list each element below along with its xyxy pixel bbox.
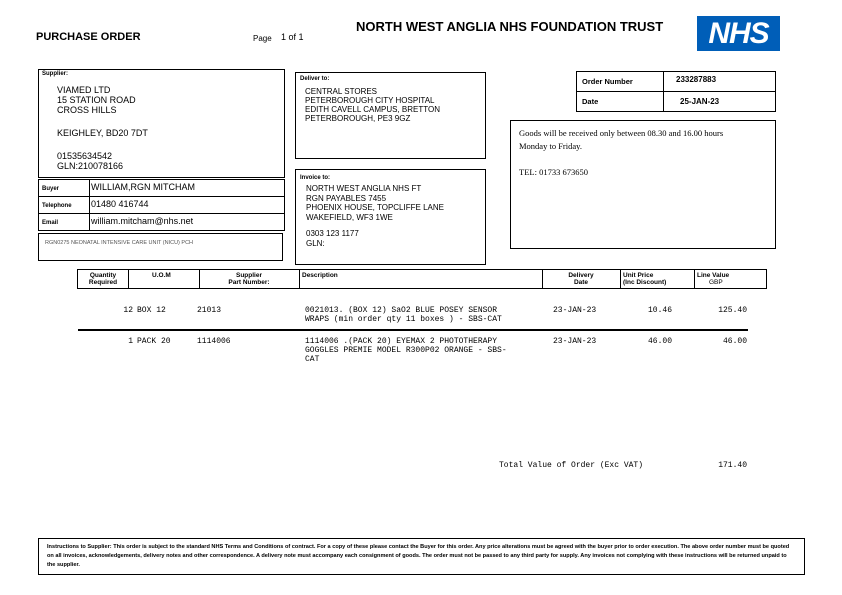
deliver-line: PETERBOROUGH, PE3 9GZ (305, 114, 411, 123)
supplier-line: KEIGHLEY, BD20 7DT (57, 128, 148, 138)
document-title: PURCHASE ORDER (36, 31, 141, 43)
supplier-line: 15 STATION ROAD (57, 95, 136, 105)
invoice-to-label: Invoice to: (300, 175, 331, 181)
order-number-label: Order Number (582, 77, 633, 86)
page-number: 1 of 1 (281, 32, 304, 42)
row-divider (78, 329, 748, 331)
email-label: Email (42, 220, 59, 226)
instructions-box (38, 538, 805, 575)
header-unit-price: Unit Price (Inc Discount) (623, 272, 667, 286)
supplier-label: Supplier: (42, 71, 69, 77)
invoice-line: RGN PAYABLES 7455 (306, 193, 387, 203)
row-delivery-date: 23-JAN-23 (553, 306, 597, 315)
delivery-notice-box (510, 120, 776, 249)
deliver-address (305, 87, 440, 123)
delivery-notice (519, 127, 723, 179)
invoice-line: PHOENIX HOUSE, TOPCLIFFE LANE (306, 203, 444, 212)
row-delivery-date: 23-JAN-23 (553, 337, 597, 346)
row-unit-price: 10.46 (647, 306, 672, 315)
deliver-line: CENTRAL STORES (305, 87, 378, 96)
header-uom: U.O.M (152, 272, 171, 279)
notice-days: Monday to Friday. (519, 141, 582, 151)
telephone-label: Telephone (42, 203, 72, 209)
row-description: 0021013. (BOX 12) SaO2 BLUE POSEY SENSOR WRAPS (min order qty 11 boxes ) - SBS-CAT (305, 306, 502, 324)
buyer-name: WILLIAM,RGN MITCHAM (91, 182, 196, 192)
row-quantity: 12 (123, 306, 133, 315)
row-unit-price: 46.00 (647, 337, 672, 346)
invoice-line: 0303 123 1177 (306, 229, 359, 238)
invoice-line: NORTH WEST ANGLIA NHS FT (306, 184, 422, 193)
row-uom: PACK 20 (137, 337, 171, 346)
supplier-box (38, 69, 285, 178)
total-label: Total Value of Order (Exc VAT) (499, 461, 644, 470)
header-delivery-date: Delivery Date (568, 272, 594, 286)
header-line-value: Line Value GBP (697, 272, 730, 286)
buyer-label: Buyer (42, 186, 60, 192)
invoice-line: GLN: (306, 238, 325, 248)
order-number: 233287883 (676, 75, 717, 84)
invoice-to-box (295, 169, 486, 265)
row-part-number: 1114006 (197, 337, 231, 346)
order-date: 25-JAN-23 (680, 97, 720, 106)
row-uom: BOX 12 (137, 306, 166, 315)
supplier-line: 01535634542 (57, 151, 113, 161)
row-line-value: 46.00 (722, 337, 747, 346)
total-value: 171.40 (718, 461, 747, 470)
order-info-table (576, 71, 776, 112)
supplier-line: VIAMED LTD (57, 85, 111, 95)
deliver-line: EDITH CAVELL CAMPUS, BRETTON (305, 105, 440, 114)
header-description: Description (302, 272, 338, 279)
items-table-header (77, 269, 767, 289)
supplier-address (57, 85, 148, 171)
supplier-instructions: Instructions to Supplier: This order is subject to the standard NHS Terms and Conditions of contract. For a copy of these please contact the Buyer for this order. Any price alterations must be agreed with the buyer prior to order execution. The above order number must be quoted on all invoices, acknowledgements, delivery notes and other correspondence. A delivery note must accompany each consignment of goods. The order must not be passed to any third party for supply. Any invoices not complying with these instructions will be returned unpaid to the supplier. (47, 544, 790, 568)
trust-name: NORTH WEST ANGLIA NHS FOUNDATION TRUST (356, 19, 664, 34)
invoice-line: WAKEFIELD, WF3 1WE (306, 212, 393, 222)
deliver-to-label: Deliver to: (300, 76, 330, 82)
buyer-telephone: 01480 416744 (91, 199, 149, 209)
notice-telephone: TEL: 01733 673650 (519, 167, 588, 177)
buyer-email[interactable]: william.mitcham@nhs.net (91, 216, 194, 226)
header-quantity: Quantity Required (88, 272, 118, 286)
notice-hours: Goods will be received only between 08.30 and 16.00 hours (519, 128, 724, 138)
supplier-line: GLN:210078166 (57, 161, 124, 171)
supplier-line: CROSS HILLS (57, 105, 117, 115)
row-quantity: 1 (128, 337, 133, 346)
department: RGN0275 NEONATAL INTENSIVE CARE UNIT (NICU) PCH (45, 240, 194, 246)
row-description: 1114006 .(PACK 20) EYEMAX 2 PHOTOTHERAPY GOGGLES PREMIE MODEL R300P02 ORANGE - SBS- CAT (305, 337, 507, 364)
row-part-number: 21013 (197, 306, 222, 315)
header-part-number: Supplier Part Number: (228, 272, 270, 286)
invoice-address (306, 184, 444, 248)
deliver-to-box (295, 72, 486, 159)
buyer-box (38, 179, 285, 231)
deliver-line: PETERBOROUGH CITY HOSPITAL (305, 96, 435, 105)
department-box (38, 233, 283, 261)
date-label: Date (582, 97, 599, 106)
page-label: Page (253, 34, 272, 43)
row-line-value: 125.40 (718, 306, 747, 315)
nhs-logo: NHS (697, 16, 780, 51)
